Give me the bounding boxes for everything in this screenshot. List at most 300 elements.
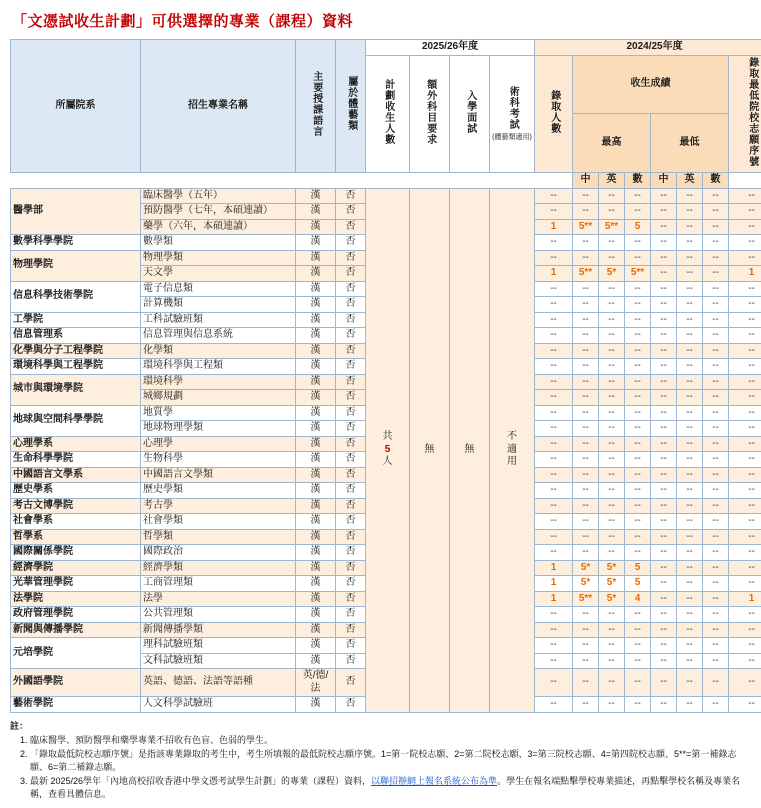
col-program: 招生專業名稱: [141, 40, 296, 173]
art-category-cell: 否: [336, 421, 366, 437]
program-cell: 新聞傳播學類: [141, 622, 296, 638]
admitted-cell: --: [535, 390, 573, 406]
high-cn-cell: --: [573, 281, 599, 297]
min-rank-cell: --: [729, 452, 761, 468]
low-en-cell: --: [677, 545, 703, 561]
min-rank-cell: --: [729, 219, 761, 235]
high-cn-cell: --: [573, 436, 599, 452]
low-en-cell: --: [677, 697, 703, 713]
header-row-subjects: [11, 173, 761, 189]
low-ma-cell: --: [703, 312, 729, 328]
high-ma-cell: --: [625, 529, 651, 545]
language-cell: 漢: [296, 390, 336, 406]
low-cn-cell: --: [651, 297, 677, 313]
program-cell: 物理學類: [141, 250, 296, 266]
page-title: 「文憑試收生計劃」可供選擇的專業（課程）資料: [12, 10, 751, 31]
low-ma-cell: --: [703, 697, 729, 713]
admitted-cell: --: [535, 607, 573, 623]
low-ma-cell: --: [703, 607, 729, 623]
high-ma-cell: --: [625, 328, 651, 344]
low-cn-cell: --: [651, 653, 677, 669]
faculty-cell: 地球與空間科學學院: [11, 405, 141, 436]
col-plan-count: 計劃收生人數: [366, 55, 410, 173]
admitted-cell: --: [535, 436, 573, 452]
language-cell: 漢: [296, 697, 336, 713]
footnotes: [10, 720, 751, 801]
high-en-cell: --: [599, 498, 625, 514]
low-en-cell: --: [677, 250, 703, 266]
footnote-item: [30, 775, 751, 801]
col-interview: 入學面試: [450, 55, 490, 173]
language-cell: 漢: [296, 576, 336, 592]
high-cn-cell: --: [573, 545, 599, 561]
low-ma-cell: --: [703, 467, 729, 483]
faculty-cell: 歷史學系: [11, 483, 141, 499]
high-cn-cell: --: [573, 697, 599, 713]
faculty-cell: 法學院: [11, 591, 141, 607]
low-en-cell: --: [677, 576, 703, 592]
col-low-ma: 數: [703, 173, 729, 189]
col-art-category: 屬於體藝類: [336, 40, 366, 173]
admitted-cell: --: [535, 498, 573, 514]
high-en-cell: --: [599, 452, 625, 468]
program-cell: 人文科學試驗班: [141, 697, 296, 713]
low-en-cell: --: [677, 436, 703, 452]
admitted-cell: 1: [535, 576, 573, 592]
low-en-cell: --: [677, 452, 703, 468]
high-cn-cell: 5**: [573, 219, 599, 235]
art-category-cell: 否: [336, 638, 366, 654]
program-cell: 生物科學: [141, 452, 296, 468]
interview-cell: 無: [450, 188, 490, 712]
high-cn-cell: --: [573, 421, 599, 437]
art-category-cell: 否: [336, 281, 366, 297]
group-header-2024: 2024/25年度: [535, 40, 761, 56]
admitted-cell: --: [535, 669, 573, 697]
high-cn-cell: --: [573, 638, 599, 654]
program-cell: 地質學: [141, 405, 296, 421]
high-en-cell: --: [599, 697, 625, 713]
low-ma-cell: --: [703, 390, 729, 406]
low-cn-cell: --: [651, 328, 677, 344]
program-cell: 臨床醫學（五年）: [141, 188, 296, 204]
min-rank-cell: --: [729, 250, 761, 266]
high-cn-cell: --: [573, 188, 599, 204]
min-rank-cell: --: [729, 514, 761, 530]
high-ma-cell: --: [625, 390, 651, 406]
low-ma-cell: --: [703, 452, 729, 468]
program-cell: 城鄉規劃: [141, 390, 296, 406]
min-rank-cell: --: [729, 328, 761, 344]
high-ma-cell: 5**: [625, 266, 651, 282]
admitted-cell: --: [535, 359, 573, 375]
language-cell: 漢: [296, 483, 336, 499]
low-ma-cell: --: [703, 545, 729, 561]
high-cn-cell: --: [573, 405, 599, 421]
min-rank-cell: --: [729, 483, 761, 499]
art-category-cell: 否: [336, 576, 366, 592]
footnotes-label: 註：: [10, 720, 751, 733]
high-cn-cell: --: [573, 669, 599, 697]
program-cell: 公共管理類: [141, 607, 296, 623]
low-cn-cell: --: [651, 235, 677, 251]
min-rank-cell: 1: [729, 266, 761, 282]
low-ma-cell: --: [703, 266, 729, 282]
min-rank-cell: --: [729, 545, 761, 561]
program-cell: 化學類: [141, 343, 296, 359]
min-rank-cell: --: [729, 622, 761, 638]
admitted-cell: --: [535, 328, 573, 344]
language-cell: 漢: [296, 188, 336, 204]
low-en-cell: --: [677, 359, 703, 375]
high-cn-cell: --: [573, 622, 599, 638]
faculty-cell: 國際關係學院: [11, 545, 141, 561]
col-faculty: 所屬院系: [11, 40, 141, 173]
high-en-cell: --: [599, 343, 625, 359]
high-ma-cell: --: [625, 204, 651, 220]
admitted-cell: 1: [535, 560, 573, 576]
high-cn-cell: --: [573, 452, 599, 468]
admitted-cell: --: [535, 467, 573, 483]
high-ma-cell: --: [625, 467, 651, 483]
admitted-cell: --: [535, 343, 573, 359]
art-category-cell: 否: [336, 622, 366, 638]
low-cn-cell: --: [651, 622, 677, 638]
faculty-cell: 哲學系: [11, 529, 141, 545]
faculty-cell: 物理學院: [11, 250, 141, 281]
footnote-item: 2. 「錄取最低院校志願序號」是指該專業錄取的考生中，考生所填報的最低院校志願序號。1=第一院校志願、2=第二院校志願、3=第三院校志願、4=第四院校志願、5**=第一補錄志願、6=第二補錄志願。: [30, 748, 751, 774]
low-cn-cell: --: [651, 697, 677, 713]
low-en-cell: --: [677, 390, 703, 406]
low-ma-cell: --: [703, 591, 729, 607]
high-cn-cell: --: [573, 312, 599, 328]
admitted-cell: --: [535, 297, 573, 313]
high-ma-cell: --: [625, 653, 651, 669]
header-row-groups: [11, 40, 761, 56]
low-cn-cell: --: [651, 669, 677, 697]
low-en-cell: --: [677, 638, 703, 654]
art-category-cell: 否: [336, 297, 366, 313]
high-ma-cell: --: [625, 421, 651, 437]
language-cell: 漢: [296, 591, 336, 607]
language-cell: 漢: [296, 312, 336, 328]
language-cell: 漢: [296, 219, 336, 235]
high-cn-cell: 5*: [573, 560, 599, 576]
language-cell: 漢: [296, 405, 336, 421]
high-en-cell: 5*: [599, 560, 625, 576]
low-en-cell: --: [677, 591, 703, 607]
min-rank-cell: --: [729, 235, 761, 251]
low-cn-cell: --: [651, 359, 677, 375]
col-high-ma: 數: [625, 173, 651, 189]
low-cn-cell: --: [651, 607, 677, 623]
faculty-cell: 中國語言文學系: [11, 467, 141, 483]
high-cn-cell: --: [573, 297, 599, 313]
low-cn-cell: --: [651, 390, 677, 406]
low-ma-cell: --: [703, 483, 729, 499]
low-ma-cell: --: [703, 219, 729, 235]
faculty-cell: 社會學系: [11, 514, 141, 530]
high-en-cell: --: [599, 436, 625, 452]
high-cn-cell: --: [573, 328, 599, 344]
low-ma-cell: --: [703, 576, 729, 592]
low-ma-cell: --: [703, 343, 729, 359]
art-category-cell: 否: [336, 250, 366, 266]
program-cell: 藥學（六年，本碩連讀）: [141, 219, 296, 235]
admitted-cell: --: [535, 653, 573, 669]
high-ma-cell: --: [625, 638, 651, 654]
low-en-cell: --: [677, 281, 703, 297]
low-en-cell: --: [677, 607, 703, 623]
high-en-cell: 5**: [599, 219, 625, 235]
faculty-cell: 考古文博學院: [11, 498, 141, 514]
admitted-cell: 1: [535, 591, 573, 607]
language-cell: 漢: [296, 467, 336, 483]
program-cell: 哲學類: [141, 529, 296, 545]
low-cn-cell: --: [651, 545, 677, 561]
low-ma-cell: --: [703, 359, 729, 375]
high-en-cell: --: [599, 607, 625, 623]
min-rank-cell: --: [729, 390, 761, 406]
high-ma-cell: --: [625, 452, 651, 468]
high-en-cell: --: [599, 297, 625, 313]
program-cell: 信息管理與信息系統: [141, 328, 296, 344]
low-ma-cell: --: [703, 669, 729, 697]
low-ma-cell: --: [703, 235, 729, 251]
faculty-cell: 經濟學院: [11, 560, 141, 576]
high-ma-cell: 5: [625, 560, 651, 576]
min-rank-cell: --: [729, 607, 761, 623]
high-ma-cell: --: [625, 250, 651, 266]
low-ma-cell: --: [703, 328, 729, 344]
art-category-cell: 否: [336, 436, 366, 452]
col-highest: 最高: [573, 114, 651, 173]
col-low-en: 英: [677, 173, 703, 189]
high-cn-cell: --: [573, 514, 599, 530]
high-en-cell: --: [599, 669, 625, 697]
low-cn-cell: --: [651, 483, 677, 499]
admitted-cell: --: [535, 204, 573, 220]
col-language: 主要授課語言: [296, 40, 336, 173]
min-rank-cell: --: [729, 498, 761, 514]
table-head: [11, 40, 761, 189]
admitted-cell: --: [535, 529, 573, 545]
art-category-cell: 否: [336, 266, 366, 282]
low-en-cell: --: [677, 669, 703, 697]
art-category-cell: 否: [336, 545, 366, 561]
min-rank-cell: --: [729, 653, 761, 669]
col-scores-group: 收生成績: [573, 55, 729, 114]
low-ma-cell: --: [703, 374, 729, 390]
program-cell: 工商管理類: [141, 576, 296, 592]
high-ma-cell: --: [625, 374, 651, 390]
low-ma-cell: --: [703, 204, 729, 220]
low-cn-cell: --: [651, 529, 677, 545]
low-en-cell: --: [677, 467, 703, 483]
high-ma-cell: --: [625, 343, 651, 359]
faculty-cell: 新聞與傳播學院: [11, 622, 141, 638]
art-category-cell: 否: [336, 697, 366, 713]
min-rank-cell: 1: [729, 591, 761, 607]
high-ma-cell: --: [625, 297, 651, 313]
high-ma-cell: --: [625, 188, 651, 204]
faculty-cell: 化學與分子工程學院: [11, 343, 141, 359]
footnote-3-text: 最新 2025/26學年「內地高校招收香港中學文憑考試學生計劃」的專業（課程）資料，以聯招辦網上報名系統公布為準。學生在報名端點擊學校專業描述，再點擊學校名稱及專業名稱，查看具體信息。: [30, 776, 740, 799]
faculty-cell: 政府管理學院: [11, 607, 141, 623]
low-cn-cell: --: [651, 591, 677, 607]
language-cell: 漢: [296, 452, 336, 468]
program-cell: 英語、德語、法語等語種: [141, 669, 296, 697]
art-category-cell: 否: [336, 607, 366, 623]
low-en-cell: --: [677, 622, 703, 638]
faculty-cell: 心理學系: [11, 436, 141, 452]
high-en-cell: --: [599, 374, 625, 390]
low-ma-cell: --: [703, 297, 729, 313]
low-ma-cell: --: [703, 560, 729, 576]
art-exam-cell: 不 適 用: [490, 188, 535, 712]
high-ma-cell: --: [625, 359, 651, 375]
high-ma-cell: --: [625, 607, 651, 623]
low-ma-cell: --: [703, 514, 729, 530]
language-cell: 英/德/法: [296, 669, 336, 697]
low-cn-cell: --: [651, 514, 677, 530]
min-rank-cell: --: [729, 188, 761, 204]
low-en-cell: --: [677, 421, 703, 437]
low-en-cell: --: [677, 498, 703, 514]
min-rank-cell: --: [729, 359, 761, 375]
col-art-exam: 術科考試 (體藝類適用): [490, 55, 535, 173]
low-en-cell: --: [677, 343, 703, 359]
low-cn-cell: --: [651, 188, 677, 204]
high-en-cell: 5*: [599, 576, 625, 592]
art-category-cell: 否: [336, 359, 366, 375]
low-en-cell: --: [677, 219, 703, 235]
low-en-cell: --: [677, 204, 703, 220]
language-cell: 漢: [296, 622, 336, 638]
faculty-cell: 信息管理系: [11, 328, 141, 344]
low-cn-cell: --: [651, 405, 677, 421]
low-ma-cell: --: [703, 188, 729, 204]
low-ma-cell: --: [703, 250, 729, 266]
admitted-cell: --: [535, 483, 573, 499]
faculty-cell: 光華管理學院: [11, 576, 141, 592]
high-ma-cell: --: [625, 669, 651, 697]
low-cn-cell: --: [651, 498, 677, 514]
low-cn-cell: --: [651, 436, 677, 452]
program-cell: 工科試驗班類: [141, 312, 296, 328]
group-header-2025: 2025/26年度: [366, 40, 535, 56]
high-ma-cell: --: [625, 235, 651, 251]
low-ma-cell: --: [703, 436, 729, 452]
language-cell: 漢: [296, 529, 336, 545]
min-rank-cell: --: [729, 467, 761, 483]
table-body: [11, 188, 761, 712]
min-rank-cell: --: [729, 281, 761, 297]
low-cn-cell: --: [651, 467, 677, 483]
program-cell: 文科試驗班類: [141, 653, 296, 669]
min-rank-cell: --: [729, 297, 761, 313]
admitted-cell: --: [535, 622, 573, 638]
low-cn-cell: --: [651, 312, 677, 328]
program-cell: 計算機類: [141, 297, 296, 313]
admitted-cell: --: [535, 281, 573, 297]
min-rank-cell: --: [729, 312, 761, 328]
high-cn-cell: --: [573, 359, 599, 375]
low-cn-cell: --: [651, 560, 677, 576]
low-en-cell: --: [677, 560, 703, 576]
low-ma-cell: --: [703, 281, 729, 297]
language-cell: 漢: [296, 436, 336, 452]
high-cn-cell: --: [573, 250, 599, 266]
high-en-cell: --: [599, 514, 625, 530]
high-ma-cell: --: [625, 622, 651, 638]
programs-table: [10, 39, 761, 713]
low-ma-cell: --: [703, 405, 729, 421]
high-ma-cell: --: [625, 697, 651, 713]
art-category-cell: 否: [336, 467, 366, 483]
art-category-cell: 否: [336, 653, 366, 669]
language-cell: 漢: [296, 297, 336, 313]
col-art-exam-note: (體藝類適用): [492, 134, 532, 142]
low-cn-cell: --: [651, 421, 677, 437]
col-min-rank: 錄取最低院校志願序號: [729, 55, 761, 173]
table-row: [11, 188, 761, 204]
col-extra-subject: 額外科目要求: [410, 55, 450, 173]
min-rank-cell: --: [729, 343, 761, 359]
high-ma-cell: 5: [625, 219, 651, 235]
program-cell: 國際政治: [141, 545, 296, 561]
art-category-cell: 否: [336, 312, 366, 328]
faculty-cell: 醫學部: [11, 188, 141, 235]
min-rank-cell: --: [729, 697, 761, 713]
art-category-cell: 否: [336, 374, 366, 390]
art-category-cell: 否: [336, 529, 366, 545]
low-ma-cell: --: [703, 638, 729, 654]
low-en-cell: --: [677, 312, 703, 328]
program-cell: 社會學類: [141, 514, 296, 530]
footnote-link[interactable]: 以聯招辦網上報名系統公布為準: [371, 776, 497, 786]
low-cn-cell: --: [651, 452, 677, 468]
high-cn-cell: --: [573, 498, 599, 514]
col-lowest: 最低: [651, 114, 729, 173]
faculty-cell: 藝術學院: [11, 697, 141, 713]
program-cell: 天文學: [141, 266, 296, 282]
high-en-cell: --: [599, 653, 625, 669]
high-en-cell: --: [599, 405, 625, 421]
high-en-cell: --: [599, 421, 625, 437]
program-cell: 地球物理學類: [141, 421, 296, 437]
admitted-cell: --: [535, 452, 573, 468]
high-ma-cell: --: [625, 436, 651, 452]
language-cell: 漢: [296, 359, 336, 375]
art-category-cell: 否: [336, 188, 366, 204]
art-category-cell: 否: [336, 405, 366, 421]
high-en-cell: 5*: [599, 591, 625, 607]
high-en-cell: --: [599, 359, 625, 375]
col-low-cn: 中: [651, 173, 677, 189]
admitted-cell: --: [535, 638, 573, 654]
high-cn-cell: --: [573, 653, 599, 669]
min-rank-cell: --: [729, 669, 761, 697]
min-rank-cell: --: [729, 560, 761, 576]
high-cn-cell: --: [573, 204, 599, 220]
language-cell: 漢: [296, 204, 336, 220]
high-cn-cell: --: [573, 374, 599, 390]
low-en-cell: --: [677, 235, 703, 251]
program-cell: 預防醫學（七年，本碩連讀）: [141, 204, 296, 220]
art-category-cell: 否: [336, 483, 366, 499]
col-high-cn: 中: [573, 173, 599, 189]
